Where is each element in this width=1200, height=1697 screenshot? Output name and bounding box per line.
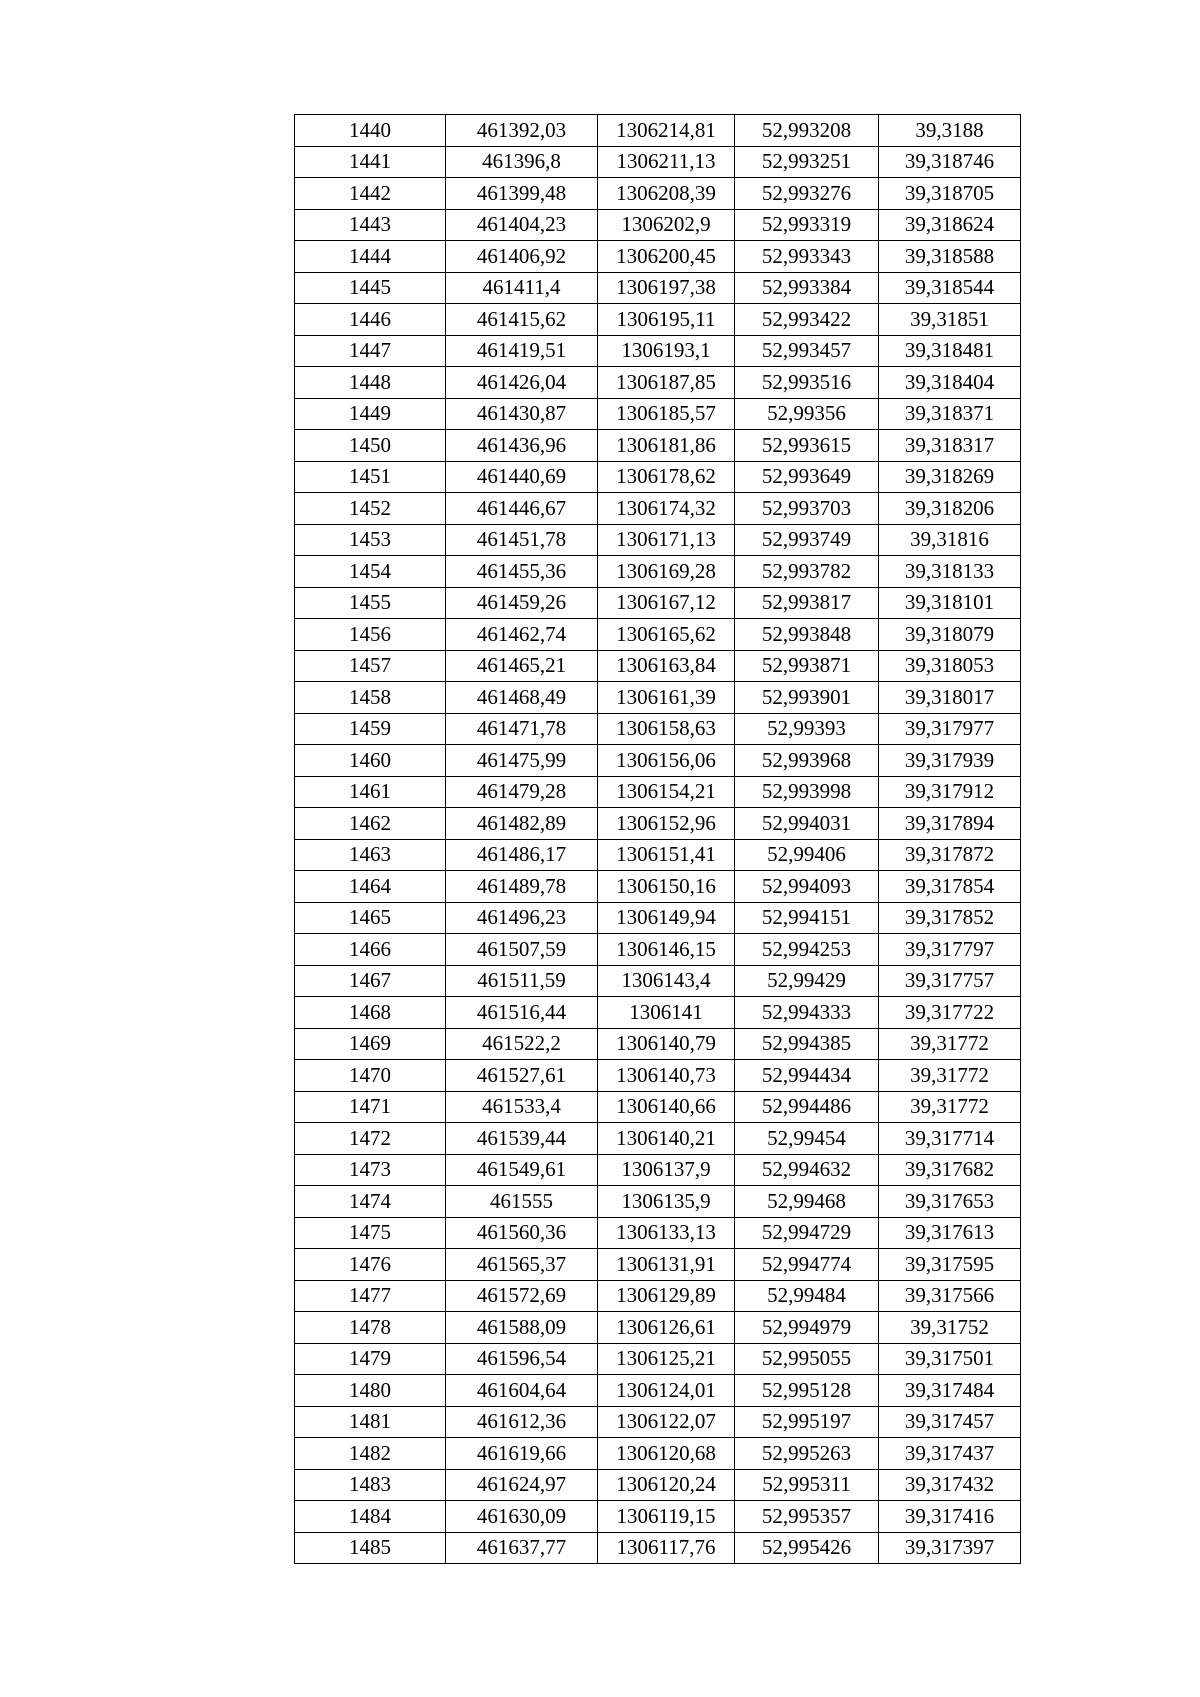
y-coordinate-cell: 1306140,21	[598, 1123, 735, 1155]
longitude-cell: 39,318371	[879, 398, 1021, 430]
point-number-cell: 1462	[295, 808, 446, 840]
y-coordinate-cell: 1306174,32	[598, 493, 735, 525]
x-coordinate-cell: 461596,54	[446, 1343, 598, 1375]
y-coordinate-cell: 1306154,21	[598, 776, 735, 808]
longitude-cell: 39,318206	[879, 493, 1021, 525]
table-row	[295, 1217, 1021, 1249]
point-number-cell: 1468	[295, 997, 446, 1029]
longitude-cell: 39,317595	[879, 1249, 1021, 1281]
longitude-cell: 39,318705	[879, 178, 1021, 210]
x-coordinate-cell: 461451,78	[446, 524, 598, 556]
point-number-cell: 1452	[295, 493, 446, 525]
point-number-cell: 1455	[295, 587, 446, 619]
longitude-cell: 39,317501	[879, 1343, 1021, 1375]
point-number-cell: 1469	[295, 1028, 446, 1060]
table-row	[295, 997, 1021, 1029]
latitude-cell: 52,993782	[735, 556, 879, 588]
latitude-cell: 52,99393	[735, 713, 879, 745]
y-coordinate-cell: 1306119,15	[598, 1501, 735, 1533]
table-row	[295, 1343, 1021, 1375]
point-number-cell: 1482	[295, 1438, 446, 1470]
longitude-cell: 39,317722	[879, 997, 1021, 1029]
point-number-cell: 1457	[295, 650, 446, 682]
longitude-cell: 39,318017	[879, 682, 1021, 714]
x-coordinate-cell: 461399,48	[446, 178, 598, 210]
table-row	[295, 1060, 1021, 1092]
y-coordinate-cell: 1306133,13	[598, 1217, 735, 1249]
y-coordinate-cell: 1306131,91	[598, 1249, 735, 1281]
y-coordinate-cell: 1306126,61	[598, 1312, 735, 1344]
latitude-cell: 52,994333	[735, 997, 879, 1029]
latitude-cell: 52,993208	[735, 115, 879, 147]
x-coordinate-cell: 461555	[446, 1186, 598, 1218]
point-number-cell: 1460	[295, 745, 446, 777]
point-number-cell: 1461	[295, 776, 446, 808]
table-row	[295, 839, 1021, 871]
latitude-cell: 52,995197	[735, 1406, 879, 1438]
latitude-cell: 52,994774	[735, 1249, 879, 1281]
longitude-cell: 39,317437	[879, 1438, 1021, 1470]
table-row	[295, 808, 1021, 840]
longitude-cell: 39,317757	[879, 965, 1021, 997]
x-coordinate-cell: 461462,74	[446, 619, 598, 651]
longitude-cell: 39,317912	[879, 776, 1021, 808]
table-row	[295, 1438, 1021, 1470]
y-coordinate-cell: 1306161,39	[598, 682, 735, 714]
x-coordinate-cell: 461479,28	[446, 776, 598, 808]
point-number-cell: 1451	[295, 461, 446, 493]
table-row	[295, 524, 1021, 556]
point-number-cell: 1474	[295, 1186, 446, 1218]
longitude-cell: 39,318079	[879, 619, 1021, 651]
latitude-cell: 52,993251	[735, 146, 879, 178]
longitude-cell: 39,317613	[879, 1217, 1021, 1249]
y-coordinate-cell: 1306211,13	[598, 146, 735, 178]
y-coordinate-cell: 1306171,13	[598, 524, 735, 556]
longitude-cell: 39,317872	[879, 839, 1021, 871]
point-number-cell: 1444	[295, 241, 446, 273]
longitude-cell: 39,318101	[879, 587, 1021, 619]
y-coordinate-cell: 1306152,96	[598, 808, 735, 840]
point-number-cell: 1478	[295, 1312, 446, 1344]
x-coordinate-cell: 461624,97	[446, 1469, 598, 1501]
point-number-cell: 1459	[295, 713, 446, 745]
table-row	[295, 1186, 1021, 1218]
latitude-cell: 52,995263	[735, 1438, 879, 1470]
longitude-cell: 39,318053	[879, 650, 1021, 682]
latitude-cell: 52,993457	[735, 335, 879, 367]
x-coordinate-cell: 461468,49	[446, 682, 598, 714]
table-row	[295, 1028, 1021, 1060]
x-coordinate-cell: 461572,69	[446, 1280, 598, 1312]
coordinates-table-body	[295, 115, 1021, 1564]
table-row	[295, 1501, 1021, 1533]
latitude-cell: 52,99484	[735, 1280, 879, 1312]
y-coordinate-cell: 1306178,62	[598, 461, 735, 493]
table-row	[295, 745, 1021, 777]
longitude-cell: 39,318624	[879, 209, 1021, 241]
y-coordinate-cell: 1306120,24	[598, 1469, 735, 1501]
x-coordinate-cell: 461489,78	[446, 871, 598, 903]
latitude-cell: 52,994979	[735, 1312, 879, 1344]
point-number-cell: 1450	[295, 430, 446, 462]
latitude-cell: 52,993422	[735, 304, 879, 336]
latitude-cell: 52,994093	[735, 871, 879, 903]
point-number-cell: 1467	[295, 965, 446, 997]
point-number-cell: 1442	[295, 178, 446, 210]
point-number-cell: 1453	[295, 524, 446, 556]
longitude-cell: 39,317852	[879, 902, 1021, 934]
longitude-cell: 39,317484	[879, 1375, 1021, 1407]
x-coordinate-cell: 461522,2	[446, 1028, 598, 1060]
longitude-cell: 39,317397	[879, 1532, 1021, 1564]
x-coordinate-cell: 461446,67	[446, 493, 598, 525]
longitude-cell: 39,317653	[879, 1186, 1021, 1218]
table-row	[295, 398, 1021, 430]
x-coordinate-cell: 461539,44	[446, 1123, 598, 1155]
point-number-cell: 1484	[295, 1501, 446, 1533]
longitude-cell: 39,318544	[879, 272, 1021, 304]
point-number-cell: 1470	[295, 1060, 446, 1092]
longitude-cell: 39,317977	[879, 713, 1021, 745]
table-row	[295, 178, 1021, 210]
x-coordinate-cell: 461507,59	[446, 934, 598, 966]
y-coordinate-cell: 1306140,73	[598, 1060, 735, 1092]
table-row	[295, 650, 1021, 682]
table-row	[295, 493, 1021, 525]
latitude-cell: 52,995128	[735, 1375, 879, 1407]
latitude-cell: 52,994632	[735, 1154, 879, 1186]
x-coordinate-cell: 461533,4	[446, 1091, 598, 1123]
y-coordinate-cell: 1306143,4	[598, 965, 735, 997]
table-row	[295, 1154, 1021, 1186]
y-coordinate-cell: 1306117,76	[598, 1532, 735, 1564]
table-row	[295, 776, 1021, 808]
longitude-cell: 39,318481	[879, 335, 1021, 367]
point-number-cell: 1473	[295, 1154, 446, 1186]
longitude-cell: 39,318746	[879, 146, 1021, 178]
table-row	[295, 934, 1021, 966]
x-coordinate-cell: 461560,36	[446, 1217, 598, 1249]
x-coordinate-cell: 461396,8	[446, 146, 598, 178]
latitude-cell: 52,995426	[735, 1532, 879, 1564]
y-coordinate-cell: 1306197,38	[598, 272, 735, 304]
y-coordinate-cell: 1306169,28	[598, 556, 735, 588]
x-coordinate-cell: 461619,66	[446, 1438, 598, 1470]
y-coordinate-cell: 1306158,63	[598, 713, 735, 745]
longitude-cell: 39,317854	[879, 871, 1021, 903]
longitude-cell: 39,317714	[879, 1123, 1021, 1155]
table-row	[295, 430, 1021, 462]
table-row	[295, 146, 1021, 178]
latitude-cell: 52,994031	[735, 808, 879, 840]
table-row	[295, 1280, 1021, 1312]
latitude-cell: 52,99454	[735, 1123, 879, 1155]
x-coordinate-cell: 461475,99	[446, 745, 598, 777]
table-row	[295, 1375, 1021, 1407]
longitude-cell: 39,318588	[879, 241, 1021, 273]
point-number-cell: 1448	[295, 367, 446, 399]
y-coordinate-cell: 1306149,94	[598, 902, 735, 934]
latitude-cell: 52,994729	[735, 1217, 879, 1249]
x-coordinate-cell: 461630,09	[446, 1501, 598, 1533]
x-coordinate-cell: 461637,77	[446, 1532, 598, 1564]
table-row	[295, 1091, 1021, 1123]
point-number-cell: 1445	[295, 272, 446, 304]
x-coordinate-cell: 461436,96	[446, 430, 598, 462]
x-coordinate-cell: 461511,59	[446, 965, 598, 997]
latitude-cell: 52,994385	[735, 1028, 879, 1060]
latitude-cell: 52,993703	[735, 493, 879, 525]
longitude-cell: 39,317457	[879, 1406, 1021, 1438]
point-number-cell: 1456	[295, 619, 446, 651]
x-coordinate-cell: 461565,37	[446, 1249, 598, 1281]
latitude-cell: 52,993649	[735, 461, 879, 493]
table-row	[295, 209, 1021, 241]
table-row	[295, 115, 1021, 147]
table-row	[295, 871, 1021, 903]
y-coordinate-cell: 1306125,21	[598, 1343, 735, 1375]
x-coordinate-cell: 461430,87	[446, 398, 598, 430]
table-row	[295, 304, 1021, 336]
x-coordinate-cell: 461406,92	[446, 241, 598, 273]
longitude-cell: 39,318269	[879, 461, 1021, 493]
x-coordinate-cell: 461455,36	[446, 556, 598, 588]
y-coordinate-cell: 1306193,1	[598, 335, 735, 367]
x-coordinate-cell: 461465,21	[446, 650, 598, 682]
latitude-cell: 52,994151	[735, 902, 879, 934]
table-row	[295, 902, 1021, 934]
y-coordinate-cell: 1306187,85	[598, 367, 735, 399]
point-number-cell: 1479	[295, 1343, 446, 1375]
table-row	[295, 1469, 1021, 1501]
y-coordinate-cell: 1306200,45	[598, 241, 735, 273]
y-coordinate-cell: 1306165,62	[598, 619, 735, 651]
point-number-cell: 1472	[295, 1123, 446, 1155]
latitude-cell: 52,993343	[735, 241, 879, 273]
y-coordinate-cell: 1306163,84	[598, 650, 735, 682]
latitude-cell: 52,993384	[735, 272, 879, 304]
latitude-cell: 52,993319	[735, 209, 879, 241]
y-coordinate-cell: 1306195,11	[598, 304, 735, 336]
table-row	[295, 556, 1021, 588]
table-row	[295, 682, 1021, 714]
point-number-cell: 1441	[295, 146, 446, 178]
y-coordinate-cell: 1306167,12	[598, 587, 735, 619]
latitude-cell: 52,99356	[735, 398, 879, 430]
y-coordinate-cell: 1306202,9	[598, 209, 735, 241]
point-number-cell: 1465	[295, 902, 446, 934]
point-number-cell: 1471	[295, 1091, 446, 1123]
y-coordinate-cell: 1306156,06	[598, 745, 735, 777]
y-coordinate-cell: 1306208,39	[598, 178, 735, 210]
longitude-cell: 39,31772	[879, 1091, 1021, 1123]
latitude-cell: 52,995055	[735, 1343, 879, 1375]
table-row	[295, 1406, 1021, 1438]
x-coordinate-cell: 461604,64	[446, 1375, 598, 1407]
point-number-cell: 1454	[295, 556, 446, 588]
point-number-cell: 1466	[295, 934, 446, 966]
x-coordinate-cell: 461426,04	[446, 367, 598, 399]
y-coordinate-cell: 1306141	[598, 997, 735, 1029]
y-coordinate-cell: 1306214,81	[598, 115, 735, 147]
latitude-cell: 52,994486	[735, 1091, 879, 1123]
latitude-cell: 52,995311	[735, 1469, 879, 1501]
y-coordinate-cell: 1306129,89	[598, 1280, 735, 1312]
latitude-cell: 52,994253	[735, 934, 879, 966]
longitude-cell: 39,31752	[879, 1312, 1021, 1344]
latitude-cell: 52,994434	[735, 1060, 879, 1092]
latitude-cell: 52,993848	[735, 619, 879, 651]
longitude-cell: 39,318404	[879, 367, 1021, 399]
latitude-cell: 52,993817	[735, 587, 879, 619]
latitude-cell: 52,993968	[735, 745, 879, 777]
longitude-cell: 39,3188	[879, 115, 1021, 147]
longitude-cell: 39,317797	[879, 934, 1021, 966]
table-row	[295, 241, 1021, 273]
longitude-cell: 39,31772	[879, 1028, 1021, 1060]
latitude-cell: 52,993749	[735, 524, 879, 556]
point-number-cell: 1477	[295, 1280, 446, 1312]
table-row	[295, 1249, 1021, 1281]
point-number-cell: 1447	[295, 335, 446, 367]
point-number-cell: 1480	[295, 1375, 446, 1407]
table-row	[295, 965, 1021, 997]
latitude-cell: 52,99429	[735, 965, 879, 997]
y-coordinate-cell: 1306151,41	[598, 839, 735, 871]
point-number-cell: 1463	[295, 839, 446, 871]
y-coordinate-cell: 1306137,9	[598, 1154, 735, 1186]
point-number-cell: 1440	[295, 115, 446, 147]
point-number-cell: 1475	[295, 1217, 446, 1249]
latitude-cell: 52,995357	[735, 1501, 879, 1533]
table-row	[295, 619, 1021, 651]
x-coordinate-cell: 461527,61	[446, 1060, 598, 1092]
x-coordinate-cell: 461549,61	[446, 1154, 598, 1186]
longitude-cell: 39,317416	[879, 1501, 1021, 1533]
y-coordinate-cell: 1306135,9	[598, 1186, 735, 1218]
table-row	[295, 367, 1021, 399]
point-number-cell: 1446	[295, 304, 446, 336]
y-coordinate-cell: 1306146,15	[598, 934, 735, 966]
longitude-cell: 39,318317	[879, 430, 1021, 462]
table-row	[295, 713, 1021, 745]
table-row	[295, 587, 1021, 619]
latitude-cell: 52,993998	[735, 776, 879, 808]
x-coordinate-cell: 461392,03	[446, 115, 598, 147]
x-coordinate-cell: 461415,62	[446, 304, 598, 336]
table-row	[295, 1532, 1021, 1564]
y-coordinate-cell: 1306124,01	[598, 1375, 735, 1407]
y-coordinate-cell: 1306140,79	[598, 1028, 735, 1060]
longitude-cell: 39,317894	[879, 808, 1021, 840]
point-number-cell: 1485	[295, 1532, 446, 1564]
table-row	[295, 272, 1021, 304]
x-coordinate-cell: 461516,44	[446, 997, 598, 1029]
y-coordinate-cell: 1306120,68	[598, 1438, 735, 1470]
table-row	[295, 461, 1021, 493]
y-coordinate-cell: 1306122,07	[598, 1406, 735, 1438]
x-coordinate-cell: 461612,36	[446, 1406, 598, 1438]
x-coordinate-cell: 461496,23	[446, 902, 598, 934]
longitude-cell: 39,317432	[879, 1469, 1021, 1501]
y-coordinate-cell: 1306185,57	[598, 398, 735, 430]
longitude-cell: 39,31816	[879, 524, 1021, 556]
latitude-cell: 52,99406	[735, 839, 879, 871]
latitude-cell: 52,993871	[735, 650, 879, 682]
longitude-cell: 39,317939	[879, 745, 1021, 777]
x-coordinate-cell: 461419,51	[446, 335, 598, 367]
x-coordinate-cell: 461482,89	[446, 808, 598, 840]
point-number-cell: 1443	[295, 209, 446, 241]
point-number-cell: 1476	[295, 1249, 446, 1281]
latitude-cell: 52,993615	[735, 430, 879, 462]
y-coordinate-cell: 1306140,66	[598, 1091, 735, 1123]
longitude-cell: 39,317566	[879, 1280, 1021, 1312]
table-row	[295, 335, 1021, 367]
x-coordinate-cell: 461411,4	[446, 272, 598, 304]
longitude-cell: 39,318133	[879, 556, 1021, 588]
y-coordinate-cell: 1306181,86	[598, 430, 735, 462]
x-coordinate-cell: 461588,09	[446, 1312, 598, 1344]
latitude-cell: 52,993901	[735, 682, 879, 714]
point-number-cell: 1464	[295, 871, 446, 903]
longitude-cell: 39,31851	[879, 304, 1021, 336]
latitude-cell: 52,993276	[735, 178, 879, 210]
latitude-cell: 52,993516	[735, 367, 879, 399]
point-number-cell: 1481	[295, 1406, 446, 1438]
point-number-cell: 1449	[295, 398, 446, 430]
y-coordinate-cell: 1306150,16	[598, 871, 735, 903]
x-coordinate-cell: 461459,26	[446, 587, 598, 619]
x-coordinate-cell: 461471,78	[446, 713, 598, 745]
table-row	[295, 1123, 1021, 1155]
x-coordinate-cell: 461486,17	[446, 839, 598, 871]
latitude-cell: 52,99468	[735, 1186, 879, 1218]
x-coordinate-cell: 461440,69	[446, 461, 598, 493]
longitude-cell: 39,31772	[879, 1060, 1021, 1092]
point-number-cell: 1458	[295, 682, 446, 714]
x-coordinate-cell: 461404,23	[446, 209, 598, 241]
longitude-cell: 39,317682	[879, 1154, 1021, 1186]
table-row	[295, 1312, 1021, 1344]
coordinates-table	[294, 114, 1021, 1564]
point-number-cell: 1483	[295, 1469, 446, 1501]
